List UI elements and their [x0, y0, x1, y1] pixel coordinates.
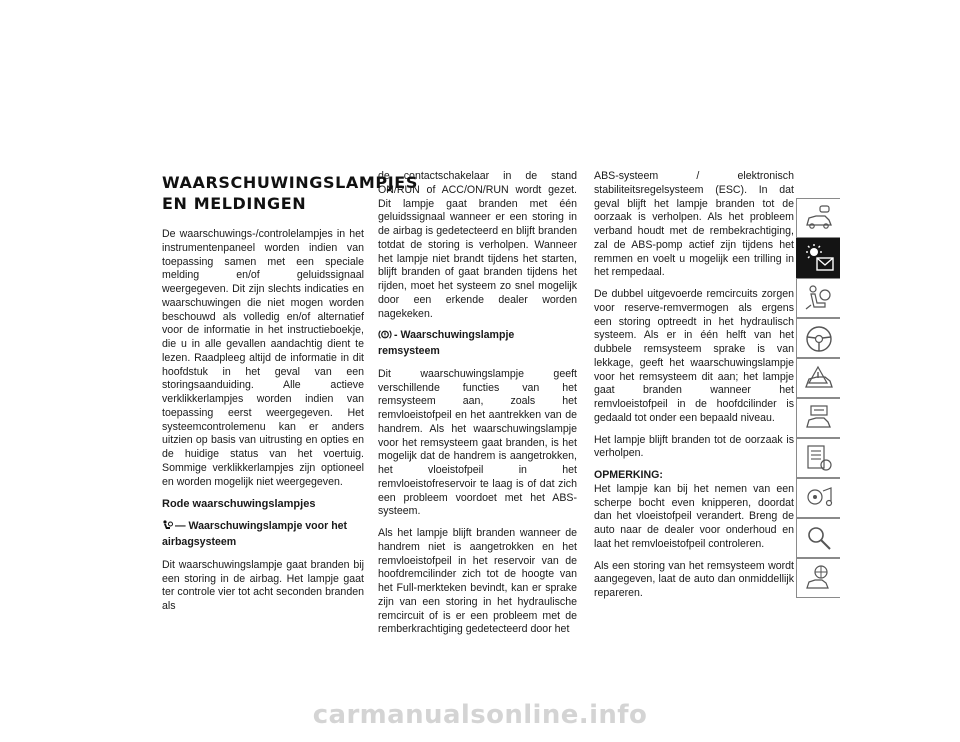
tab-getting-to-know[interactable] [796, 198, 840, 238]
note-text: Het lampje kan bij het nemen van een scherpe bocht even knipperen, doordat dan het vloeistofpeil verandert. Breng de auto naar de dealer voor onderhoud en laat het remvloeistofpeil controleren. [594, 482, 794, 550]
brake-warning-heading [378, 329, 577, 359]
airbag-continued-paragraph: de contactschakelaar in de stand ON/RUN of ACC/ON/RUN wordt gezet. Dit lampje gaat branden met één geluidssignaal wanneer er een storing in de airbag is gedetecteerd en blijft branden totdat de storing is verholpen. Wanneer het lampje niet brandt tijdens het starten, blijft branden of gaat branden tijdens het rijden, moet het systeem zo snel mogelijk door een erkende dealer worden nagekeken. [378, 170, 577, 320]
airbag-warning-heading [162, 520, 364, 550]
specifications-icon [803, 443, 835, 475]
car-key-icon [803, 203, 835, 235]
airbag-person-icon [803, 283, 835, 315]
tab-safety[interactable] [796, 278, 840, 318]
warning-light-message-icon [803, 243, 835, 275]
emergency-icon [803, 363, 835, 395]
stays-lit-paragraph: Het lampje blijft branden tot de oorzaak is verholpen. [594, 433, 794, 460]
brake-paragraph-2: Als het lampje blijft branden wanneer de handrem niet is aangetrokken en het remvloeistofpeil in het reservoir van de hoofdremcilinder zich tot de hoogte van het Full-merkteken bevindt, kan er sprake zijn van een storing in het hydraulische remcircuit of is er een probleem met de remberkrachtiging gedetecteerd door het [378, 527, 577, 636]
note-label: OPMERKING: [594, 469, 663, 481]
watermark: carmanualsonline.info [312, 700, 648, 730]
dual-circuit-paragraph: De dubbel uitgevoerde remcircuits zorgen voor reserve-remvermogen als ergens een storing optreedt in het hydraulisch systeem. Als er in één helft van het dubbele remsysteem sprake is van lekkage, geeft het waarschuwingslampje voor het remsysteem dit aan; het lampje gaat branden wanneer het remvloeistofpeil in de hoofdcilinder is gedaald tot onder een bepaald niveau. [594, 288, 794, 424]
search-index-icon [803, 523, 835, 555]
note-block [594, 469, 794, 552]
column-2 [378, 170, 577, 645]
section-title: WAARSCHUWINGSLAMPJES EN MELDINGEN [162, 173, 418, 213]
tab-technical-specifications[interactable] [796, 438, 840, 478]
brake-warning-title: - Waarschuwingslampje remsysteem [378, 329, 515, 357]
brake-warning-icon [378, 329, 392, 345]
column-3 [594, 170, 794, 609]
tab-warning-lights[interactable] [796, 238, 840, 278]
repair-paragraph: Als een storing van het remsysteem wordt aangegeven, laat de auto dan onmiddellijk repareren. [594, 559, 794, 599]
tab-driving[interactable] [796, 318, 840, 358]
intro-paragraph: De waarschuwings-/controlelampjes in het instrumentenpaneel worden indien van toepassing samen met een speciale melding en/of geluidssignaal weergegeven. Dit zijn slechts indicaties en waarschuwingen die niet mogen worden beschouwd als volledig en/of alternatief voor de informatie in het instructieboekje, die u in alle gevallen aandachtig dient te lezen. Raadpleeg altijd de informatie in dit hoofdstuk in het geval van een storingsaanduiding. Alle actieve verklikkerlampjes worden indien van toepassing eerst weergegeven. Het systeemcontrolemenu kan er anders uitzien op basis van uitrusting en opties en de huidige status van het voertuig. Sommige verklikkerlampjes zijn optioneel en worden mogelijk niet weergegeven. [162, 228, 364, 488]
red-warning-lights-heading: Rode waarschuwingslampjes [162, 498, 316, 511]
abs-paragraph: ABS-systeem / elektronisch stabiliteitsregelsysteem (ESC). In dat geval blijft het lampje branden tot de oorzaak is verholpen. Als het probleem verband houdt met de rembekrachtiging, zal de ABS-pomp actief zijn tijdens het remmen en voelt u mogelijk een trilling in het rempedaal. [594, 170, 794, 279]
tab-multimedia[interactable] [796, 478, 840, 518]
airbag-paragraph: Dit waarschuwingslampje gaat branden bij een storing in de airbag. Het lampje gaat ter controle vier tot acht seconden branden als [162, 558, 364, 612]
tab-languages[interactable] [796, 558, 840, 598]
column-1 [162, 172, 418, 622]
steering-wheel-icon [803, 323, 835, 355]
airbag-icon [162, 520, 173, 536]
airbag-warning-title: — Waarschuwingslampje voor het airbagsysteem [162, 520, 348, 548]
multimedia-icon [803, 483, 835, 515]
service-car-icon [803, 403, 835, 435]
tab-service[interactable] [796, 398, 840, 438]
tab-index[interactable] [796, 518, 840, 558]
tab-emergency[interactable] [796, 358, 840, 398]
language-car-icon [803, 563, 835, 595]
brake-paragraph-1: Dit waarschuwingslampje geeft verschillende functies van het remsysteem aan, zoals het remvloeistofpeil en het aantrekken van de handrem. Als het waarschuwingslampje voor het remsysteem gaat branden, is het mogelijk dat de handrem is aangetrokken, het vloeistofpeil in het remvloeistofreservoir te laag is of dat zich een probleem voordoet met het ABS-systeem. [378, 367, 577, 518]
